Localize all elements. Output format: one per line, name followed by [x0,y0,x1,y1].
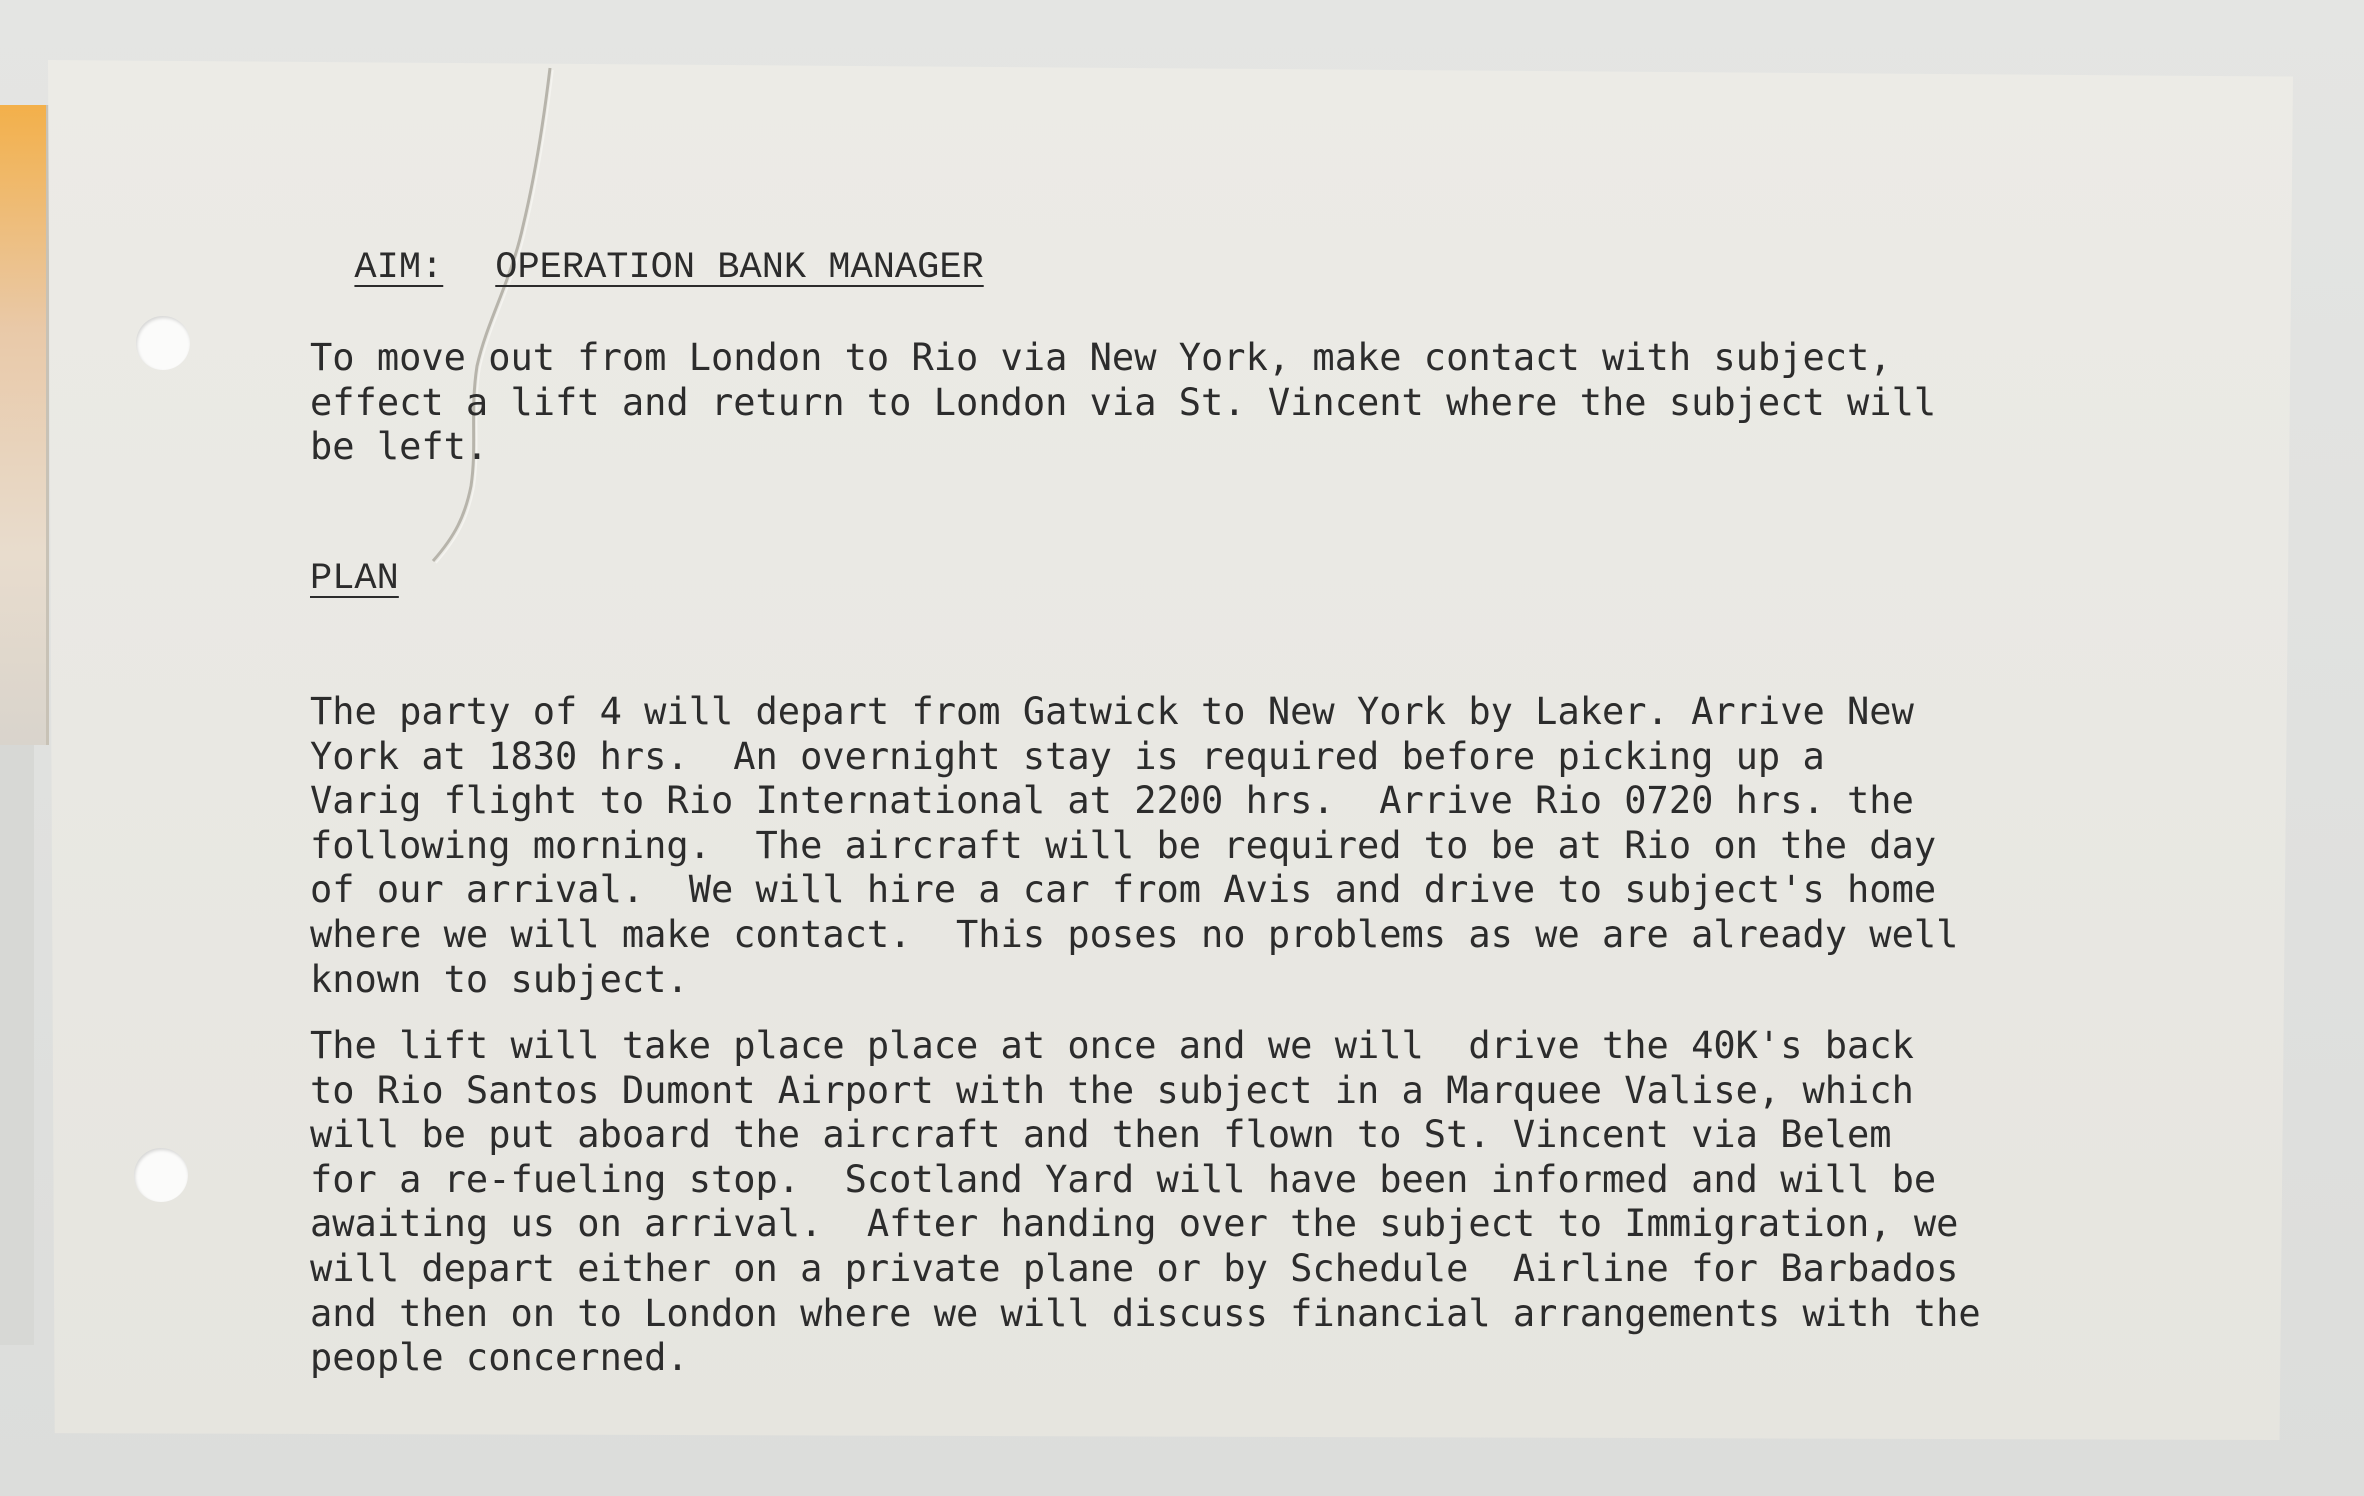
plan-line: to Rio Santos Dumont Airport with the subject in a Marquee Valise, which [310,1068,1914,1112]
background-surface [0,745,34,1345]
punch-hole-top [136,316,190,370]
plan-line: awaiting us on arrival. After handing over the subject to Immigration, we [310,1202,1959,1246]
operation-title: OPERATION BANK MANAGER [495,247,984,289]
aim-line: To move out from London to Rio via New York, make contact with subject, [310,336,1892,379]
plan-line: following morning. The aircraft will be required to be at Rio on the day [310,823,1937,867]
aim-heading [310,205,984,289]
aim-paragraph [310,336,1936,470]
aim-line: be left. [310,425,489,469]
plan-line: will be put aboard the aircraft and then flown to St. Vincent via Belem [310,1113,1892,1157]
plan-paragraph-1 [310,690,1958,1002]
plan-line: where we will make contact. This poses no problems as we are already well [310,912,1959,956]
plan-line: Varig flight to Rio International at 2200 hrs. Arrive Rio 0720 hrs. the [310,779,1914,823]
adjacent-document-edge [0,105,49,745]
aim-line: effect a lift and return to London via St. Vincent where the subject will [310,380,1937,424]
plan-line: known to subject. [310,957,689,1001]
punch-hole-bottom [134,1148,188,1202]
plan-line: and then on to London where we will discuss financial arrangements with the [310,1291,1981,1335]
aim-label: AIM: [354,247,444,289]
plan-line: people concerned. [310,1336,689,1380]
plan-line: for a re-fueling stop. Scotland Yard will have been informed and will be [310,1157,1937,1201]
plan-line: York at 1830 hrs. An overnight stay is required before picking up a [310,734,1825,778]
plan-heading: PLAN [310,558,399,600]
plan-line: The party of 4 will depart from Gatwick to New York by Laker. Arrive New [310,690,1914,733]
plan-line: of our arrival. We will hire a car from Avis and drive to subject's home [310,868,1937,912]
plan-line: will depart either on a private plane or by Schedule Airline for Barbados [310,1246,1959,1290]
plan-paragraph-2 [310,1024,1981,1381]
plan-line: The lift will take place place at once and we will drive the 40K's back [310,1024,1914,1067]
